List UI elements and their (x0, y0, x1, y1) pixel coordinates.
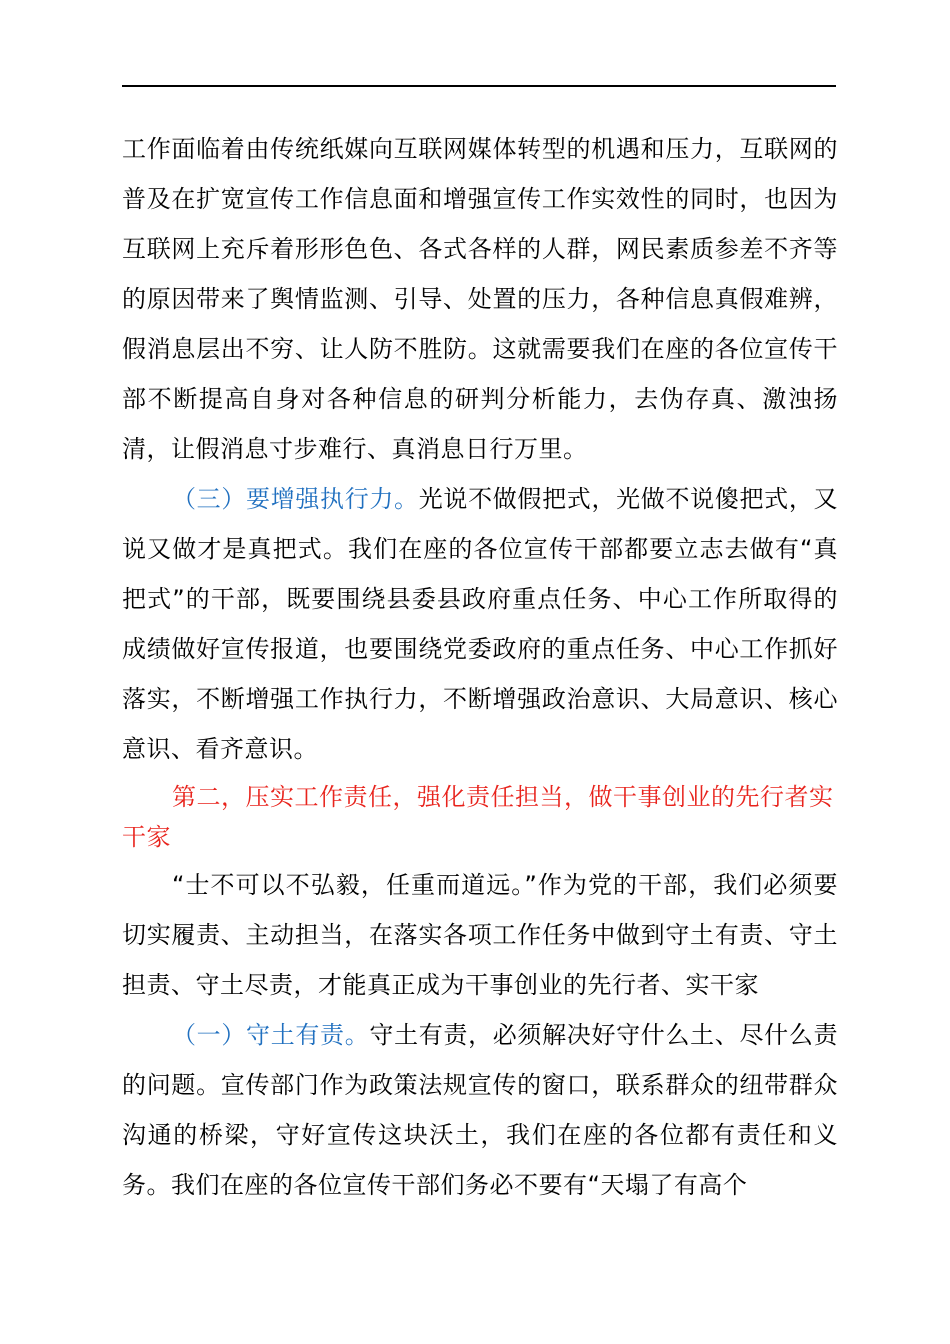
paragraph-text: 光说不做假把式，光做不说傻把式，又说又做才是真把式。我们在座的各位宣传干部都要立志去做有“真把式”的干部，既要围绕县委县政府重点任务、中心工作所取得的成绩做好宣传报道，也要围绕党委政府的重点任务、中心工作抓好落实，不断增强工作执行力，不断增强政治意识、大局意识、核心意识、看齐意识。 (122, 485, 839, 763)
paragraph-subsection-3 (122, 474, 838, 774)
paragraph-text: “士不可以不弘毅，任重而道远。”作为党的干部，我们必须要切实履责、主动担当，在落实各项工作任务中做到守土有责、守土担责、守土尽责，才能真正成为干事创业的先行者、实干家 (122, 871, 838, 999)
paragraph-continuation (122, 124, 838, 474)
subsection-heading: （三）要增强执行力。 (172, 485, 419, 513)
section-heading: 第二，压实工作责任，强化责任担当，做干事创业的先行者实干家 (122, 783, 834, 851)
paragraph-subsection-1 (122, 1010, 838, 1210)
subsection-heading: （一）守土有责。 (172, 1021, 370, 1049)
paragraph-text: 守土有责，必须解决好守什么土、尽什么责的问题。宣传部门作为政策法规宣传的窗口，联系群众的纽带群众沟通的桥梁，守好宣传这块沃土，我们在座的各位都有责任和义务。我们在座的各位宣传干部们务必不要有“天塌了有高个 (122, 1021, 839, 1199)
document-body (122, 124, 838, 1210)
paragraph-quote (122, 860, 838, 1010)
paragraph-text: 工作面临着由传统纸媒向互联网媒体转型的机遇和压力，互联网的普及在扩宽宣传工作信息面和增强宣传工作实效性的同时，也因为互联网上充斥着形形色色、各式各样的人群，网民素质参差不齐等的原因带来了舆情监测、引导、处置的压力，各种信息真假难辨，假消息层出不穷、让人防不胜防。这就需要我们在座的各位宣传干部不断提高自身对各种信息的研判分析能力，去伪存真、激浊扬清，让假消息寸步难行、真消息日行万里。 (122, 135, 838, 463)
header-rule (122, 85, 836, 87)
